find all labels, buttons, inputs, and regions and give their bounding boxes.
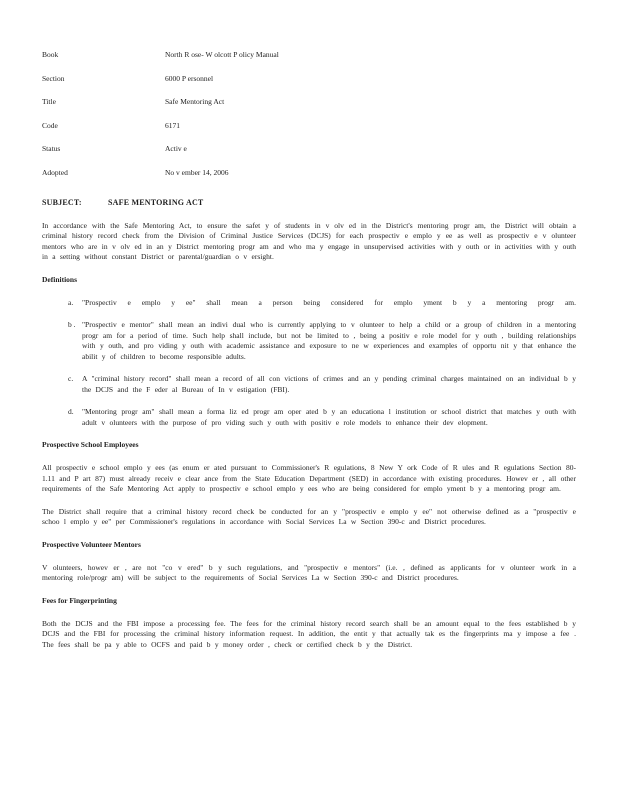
meta-row-adopted — [42, 168, 576, 178]
meta-value: Safe Mentoring Act — [165, 97, 225, 106]
meta-row-code — [42, 121, 576, 131]
meta-value: No v ember 14, 2006 — [165, 167, 229, 177]
meta-value: 6171 — [165, 120, 180, 130]
body-paragraph: All prospectiv e school emplo y ees (as enum er ated pursuant to Commissioner's R egulations, 8 New Y ork Code of R ules and R egulations Section 80-1.11 and P art 87) must already receiv e clear ance from the State Education Department (SED) in accordance with existing procedures. Howev er , all other requirements of the Safe Mentoring Act apply to prospectiv e school emplo y ees who are being considered for emplo yment b y a mentoring progr am. — [42, 463, 576, 493]
prospective-school-employees-heading: Prospective School Employees — [42, 440, 139, 449]
prospective-volunteer-mentors-heading: Prospective Volunteer Mentors — [42, 539, 141, 549]
list-marker: c. — [68, 374, 74, 383]
list-marker: b . — [68, 320, 76, 329]
definition-item-a — [42, 298, 576, 309]
definition-text: "Prospectiv e mentor" shall mean an indivi dual who is currently applying to v olunteer to help a child or a group of children in a mentoring progr am for a period of time. Such help shall include, but not be limited to , being a positiv e role model for y outh , building relationships with y outh, and pro viding y outh with academic assistance and exposure to ne w experiences and examples of opportu nit y that enhance the abilit y of children to become responsible adults. — [82, 320, 576, 361]
definition-text: "Mentoring progr am" shall mean a forma liz ed progr am oper ated b y an educationa l institution or school district that matches y outh with adult v olunteers with the purpose of pro viding such y outh with positiv e role models to enhance their dev elopment. — [82, 407, 576, 427]
meta-label: Section — [42, 73, 65, 83]
list-marker: d. — [68, 407, 74, 416]
meta-label: Adopted — [42, 167, 68, 177]
meta-value: North R ose- W olcott P olicy Manual — [165, 50, 279, 59]
subject-heading — [42, 198, 576, 208]
definition-item-c — [42, 374, 576, 395]
meta-label: Status — [42, 144, 61, 153]
definition-text: "Prospectiv e emplo y ee" shall mean a person being considered for emplo yment b y a mentoring progr am. — [82, 297, 576, 307]
body-paragraph: The District shall require that a criminal history record check be conducted for an y "prospectiv e emplo y ee" not otherwise defined as a "prospectiv e schoo l emplo y ee" per Commissioner's regulations in accordance with Social Services La w Section 390-c and District procedures. — [42, 506, 576, 526]
meta-value: 6000 P ersonnel — [165, 73, 214, 83]
definitions-heading: Definitions — [42, 274, 78, 284]
policy-meta-table — [42, 50, 576, 178]
body-paragraph: Both the DCJS and the FBI impose a processing fee. The fees for the criminal history record search shall be an amount equal to the fees established b y DCJS and the FBI for processing the criminal history information request. In addition, the entit y that actually tak es the fingerprints ma y impose a fee . The fees shall be pa y able to OCFS and paid b y money order , check or certified check b y the District. — [42, 618, 576, 649]
meta-label: Title — [42, 97, 56, 106]
fees-for-fingerprinting-heading: Fees for Fingerprinting — [42, 595, 117, 605]
definitions-list — [42, 298, 576, 429]
body-paragraph: V olunteers, howev er , are not "co v ered" b y such regulations, and "prospectiv e mentors" (i.e. , defined as applicants for v olunteer work in a mentoring role/progr am) will be subject to the requirements of Social Services La w Section 390-c and District procedures. — [42, 562, 576, 582]
intro-paragraph: In accordance with the Safe Mentoring Act, to ensure the safet y of students in v olv ed in the District's mentoring progr am, the District will obtain a criminal history record check from the Division of Criminal Justice Services (DCJS) for each prospectiv e emplo y ee as well as prospectiv e v olunteer mentors who are in v olv ed in an y District mentoring progr am and who ma y engage in unsupervised activities with y outh or in activities with y outh in a setting without constant District or parental/guardian o v ersight. — [42, 220, 576, 261]
meta-row-section — [42, 74, 576, 84]
meta-label: Book — [42, 50, 59, 59]
list-marker: a. — [68, 297, 74, 307]
subject-label: SUBJECT: — [42, 197, 82, 207]
definition-item-d — [42, 407, 576, 428]
meta-label: Code — [42, 120, 58, 130]
meta-row-book — [42, 50, 576, 60]
meta-row-status — [42, 144, 576, 154]
definition-text: A "criminal history record" shall mean a record of all con victions of crimes and an y pending criminal charges maintained on an individual b y the DCJS and the F eder al Bureau of In v estigation (FBI). — [82, 374, 576, 394]
subject-title: SAFE MENTORING ACT — [108, 197, 204, 207]
meta-row-title — [42, 97, 576, 107]
definition-item-b — [42, 320, 576, 362]
status-value: Activ e — [165, 144, 187, 153]
